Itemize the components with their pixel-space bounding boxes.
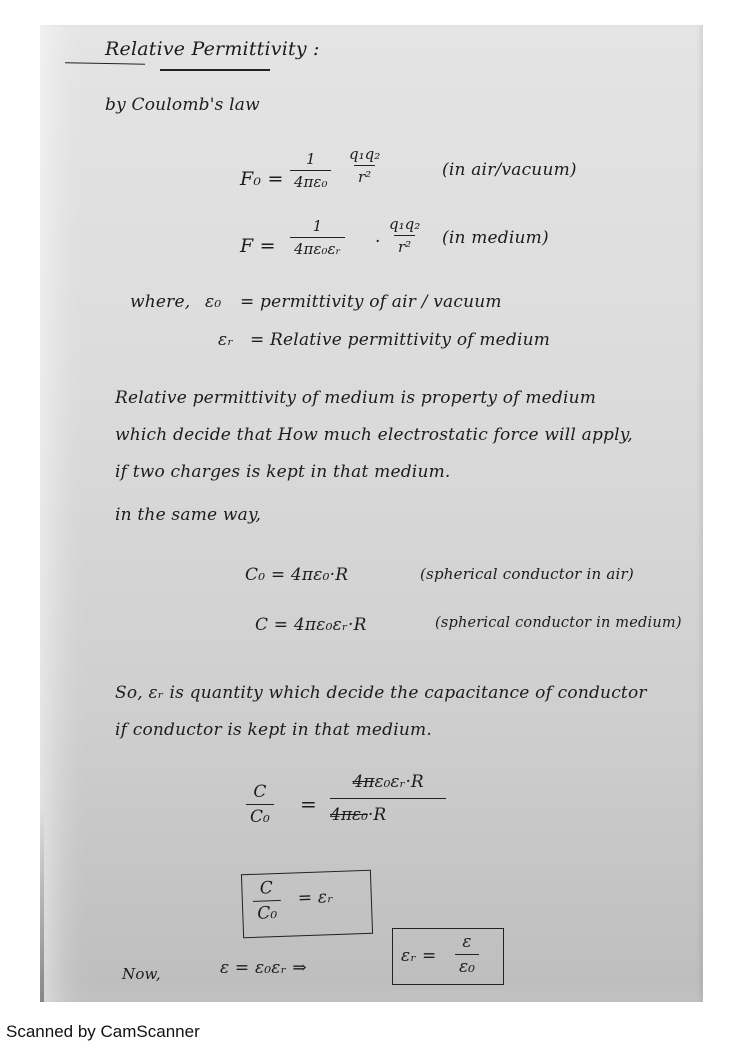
equals-sign: = [300, 792, 317, 816]
cancelled-term: 4πε₀ [330, 805, 368, 825]
capacitance-air-eq: C₀ = 4πε₀·R [245, 565, 349, 585]
paragraph-line: So, εᵣ is quantity which decide the capacitance of conductor [115, 683, 647, 703]
paragraph-line: if two charges is kept in that medium. [115, 462, 451, 482]
definition-prefix: where, [130, 292, 191, 312]
fraction: $\frac{\text{q₁q₂}}{\text{r²}}$ [349, 145, 381, 186]
capacitance-medium-note: (spherical conductor in medium) [435, 615, 682, 631]
force-vacuum-lhs: F₀ = [240, 168, 284, 190]
multiply-dot: · [375, 232, 381, 252]
cancelled-term: 4π [352, 772, 375, 792]
force-vacuum-note: (in air/vacuum) [442, 160, 577, 180]
title-underline [160, 69, 270, 71]
fraction: $\frac{\text{q₁q₂}}{\text{r²}}$ [389, 215, 421, 256]
capacitance-medium-eq: C = 4πε₀εᵣ·R [255, 615, 367, 635]
fraction: $\frac{1}{\text{4πε₀}}$ [290, 150, 331, 191]
fraction: $\frac{\varepsilon}{\text{ε₀}}$ [455, 932, 479, 977]
fraction: $\frac{C}{\text{C₀}}$ [246, 782, 274, 827]
definition-text: = permittivity of air / vacuum [240, 292, 502, 312]
final-prefix: Now, [122, 965, 161, 983]
force-medium-note: (in medium) [442, 228, 549, 248]
boxed-result: $\frac{C}{\text{C₀}}$ = εᵣ [241, 870, 373, 938]
page-title: Relative Permittivity : [105, 38, 320, 60]
intro-text: by Coulomb's law [105, 95, 260, 115]
definition-text: = Relative permittivity of medium [250, 330, 551, 350]
fraction: $\frac{C}{\text{C₀}}$ [252, 878, 281, 924]
transition-text: in the same way, [115, 505, 262, 525]
definition-symbol: ε₀ [205, 292, 222, 312]
fraction: $\frac{\text{4πε₀εᵣ·R}}{\text{4πε₀·R}}$ [330, 772, 446, 825]
force-medium-lhs: F = [240, 235, 276, 257]
boxed-final-result: εᵣ = $\frac{\varepsilon}{\text{ε₀}}$ [392, 928, 504, 985]
definition-symbol: εᵣ [218, 330, 234, 350]
fraction: $\frac{1}{\text{4πε₀εᵣ}}$ [290, 217, 345, 258]
paragraph-line: if conductor is kept in that medium. [115, 720, 432, 740]
scanner-watermark: Scanned by CamScanner [6, 1022, 200, 1041]
final-equation: ε = ε₀εᵣ ⇒ [220, 958, 307, 978]
paragraph-line: which decide that How much electrostatic force will apply, [115, 425, 633, 445]
paragraph-line: Relative permittivity of medium is property of medium [115, 388, 597, 408]
capacitance-air-note: (spherical conductor in air) [420, 565, 634, 583]
